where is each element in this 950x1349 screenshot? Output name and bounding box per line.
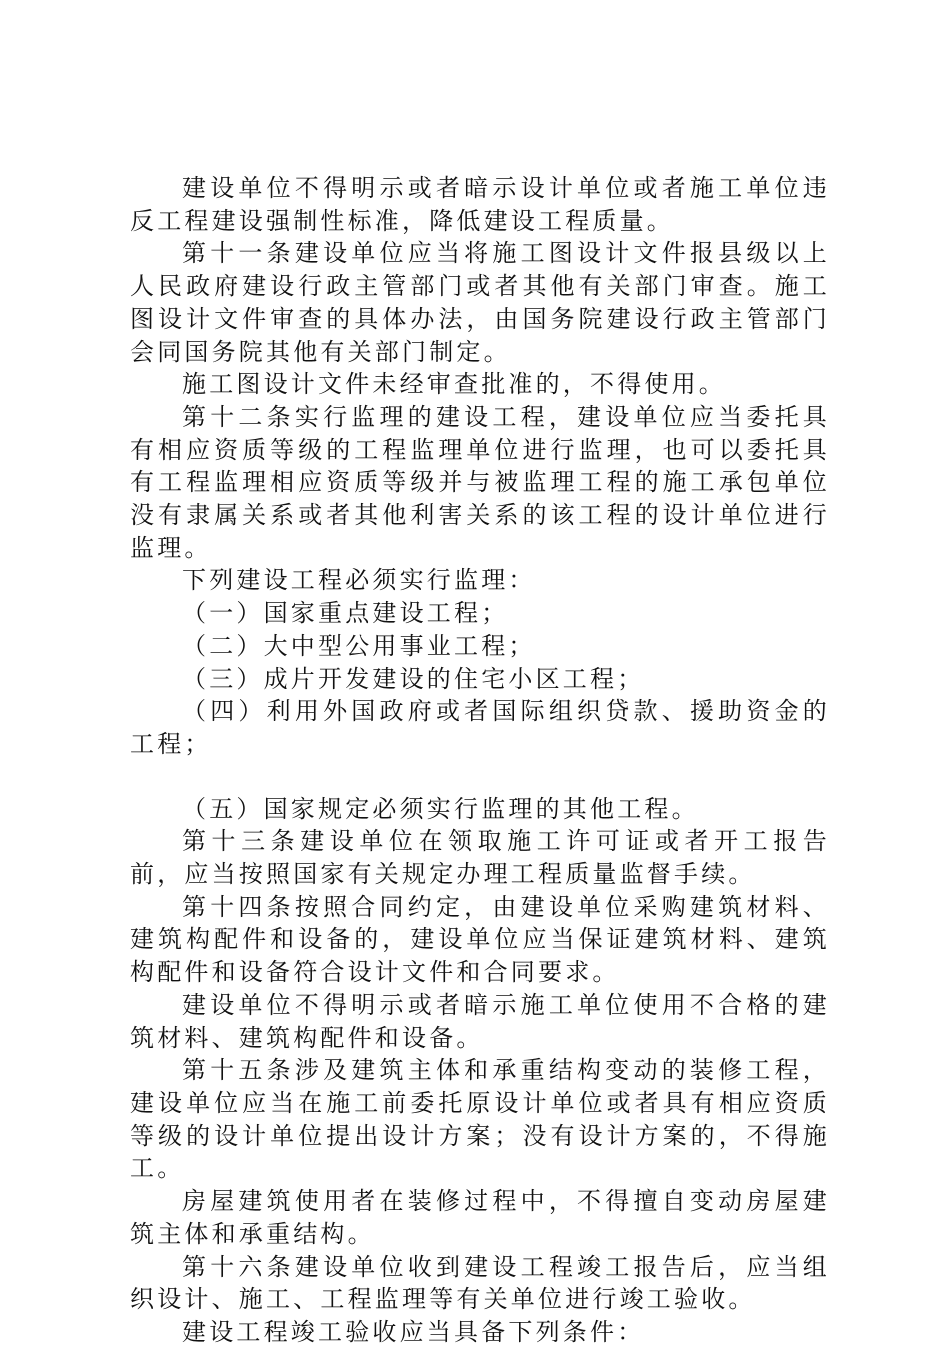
list-item: （五）国家规定必须实行监理的其他工程。 [182, 794, 699, 823]
article-16: 第十六条建设单位收到建设工程竣工报告后，应当组织设计、施工、工程监理等有关单位进行竣工验收。 [130, 1252, 830, 1314]
article-15: 第十五条涉及建筑主体和承重结构变动的装修工程，建设单位应当在施工前委托原设计单位或者具有相应资质等级的设计单位提出设计方案；没有设计方案的，不得施工。 [130, 1056, 830, 1183]
paragraph: 建设单位不得明示或者暗示设计单位或者施工单位违反工程建设强制性标准，降低建设工程质量。 [130, 174, 830, 235]
article-11: 第十一条建设单位应当将施工图设计文件报县级以上人民政府建设行政主管部门或者其他有关部门审查。施工图设计文件审查的具体办法，由国务院建设行政主管部门会同国务院其他有关部门制定。 [130, 239, 830, 366]
paragraph: 建设工程竣工验收应当具备下列条件： [182, 1317, 645, 1346]
list-item: （一）国家重点建设工程； [182, 599, 509, 628]
document-page [130, 172, 830, 1349]
list-item: （二）大中型公用事业工程； [182, 631, 536, 660]
article-12: 第十二条实行监理的建设工程，建设单位应当委托具有相应资质等级的工程监理单位进行监理，也可以委托具有工程监理相应资质等级并与被监理工程的施工承包单位没有隶属关系或者其他利害关系的该工程的设计单位进行监理。 [130, 402, 830, 562]
paragraph: 下列建设工程必须实行监理： [182, 566, 536, 595]
paragraph: 房屋建筑使用者在装修过程中，不得擅自变动房屋建筑主体和承重结构。 [130, 1187, 830, 1248]
paragraph: 施工图设计文件未经审查批准的，不得使用。 [182, 370, 726, 399]
list-item: （四）利用外国政府或者国际组织贷款、援助资金的工程； [130, 697, 830, 758]
article-14: 第十四条按照合同约定，由建设单位采购建筑材料、建筑构配件和设备的，建设单位应当保证建筑材料、建筑构配件和设备符合设计文件和合同要求。 [130, 892, 830, 987]
paragraph: 建设单位不得明示或者暗示施工单位使用不合格的建筑材料、建筑构配件和设备。 [130, 990, 830, 1052]
article-13: 第十三条建设单位在领取施工许可证或者开工报告前，应当按照国家有关规定办理工程质量监督手续。 [130, 827, 830, 889]
list-item: （三）成片开发建设的住宅小区工程； [182, 664, 645, 693]
